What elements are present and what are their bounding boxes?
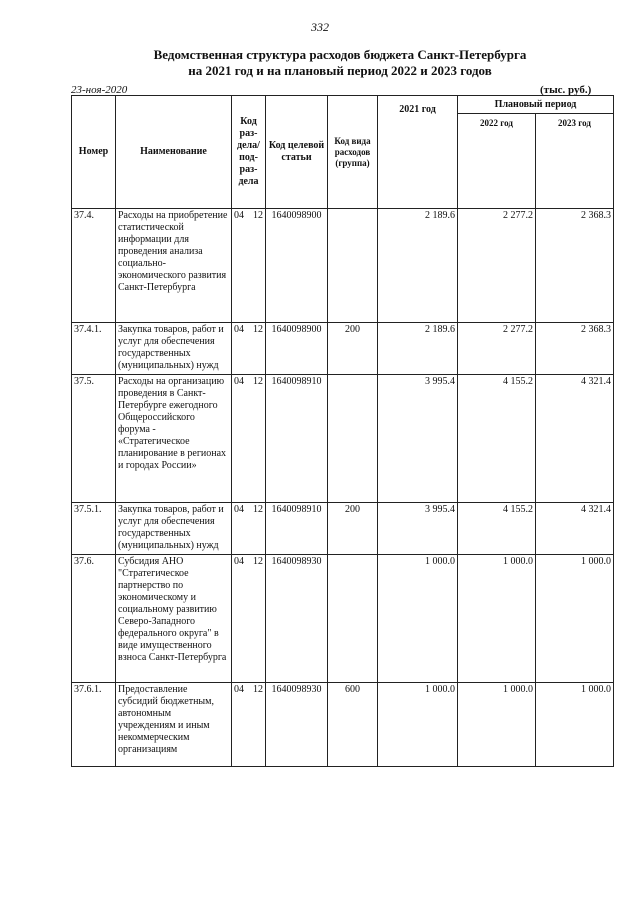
row-name: Расходы на приобретение статистической информации для проведения анализа социально-экономического развития Санкт-Петербурга bbox=[116, 209, 232, 323]
table-row bbox=[72, 503, 614, 555]
header-section: Код раз-дела/ под-раз-дела bbox=[232, 96, 266, 209]
row-value-2023: 4 321.4 bbox=[536, 375, 614, 503]
row-section bbox=[232, 555, 266, 683]
row-expense-type: 200 bbox=[328, 323, 378, 375]
row-name: Закупка товаров, работ и услуг для обеспечения государственных (муниципальных) нужд bbox=[116, 323, 232, 375]
header-2021: 2021 год bbox=[378, 96, 458, 209]
row-section bbox=[232, 683, 266, 767]
row-value-2022: 1 000.0 bbox=[458, 683, 536, 767]
row-value-2023: 4 321.4 bbox=[536, 503, 614, 555]
row-number: 37.4. bbox=[72, 209, 116, 323]
row-subsection-code: 12 bbox=[253, 504, 263, 515]
row-number: 37.5. bbox=[72, 375, 116, 503]
row-value-2022: 2 277.2 bbox=[458, 209, 536, 323]
row-subsection-code: 12 bbox=[253, 684, 263, 695]
table-row bbox=[72, 375, 614, 503]
document-title bbox=[60, 47, 620, 79]
row-target-code: 1640098900 bbox=[266, 323, 328, 375]
row-number: 37.6.1. bbox=[72, 683, 116, 767]
row-name: Закупка товаров, работ и услуг для обеспечения государственных (муниципальных) нужд bbox=[116, 503, 232, 555]
row-number: 37.5.1. bbox=[72, 503, 116, 555]
row-number: 37.6. bbox=[72, 555, 116, 683]
budget-table bbox=[71, 95, 614, 767]
row-subsection-code: 12 bbox=[253, 556, 263, 567]
table-row bbox=[72, 209, 614, 323]
header-name: Наименование bbox=[116, 96, 232, 209]
header-plan-period: Плановый период bbox=[458, 96, 614, 114]
row-subsection-code: 12 bbox=[253, 376, 263, 387]
row-target-code: 1640098910 bbox=[266, 375, 328, 503]
table-row bbox=[72, 555, 614, 683]
row-value-2023: 1 000.0 bbox=[536, 555, 614, 683]
page-number: 332 bbox=[311, 20, 329, 34]
row-value-2022: 1 000.0 bbox=[458, 555, 536, 683]
row-value-2023: 2 368.3 bbox=[536, 323, 614, 375]
table-row bbox=[72, 683, 614, 767]
row-value-2022: 4 155.2 bbox=[458, 375, 536, 503]
row-value-2023: 2 368.3 bbox=[536, 209, 614, 323]
row-value-2021: 3 995.4 bbox=[378, 375, 458, 503]
row-section bbox=[232, 503, 266, 555]
row-expense-type: 600 bbox=[328, 683, 378, 767]
row-expense-type: 200 bbox=[328, 503, 378, 555]
row-name: Субсидия АНО "Стратегическое партнерство по экономическому и социальному развитию Северо-Западного федерального округа" в виде имущественного взноса Санкт-Петербурга bbox=[116, 555, 232, 683]
row-target-code: 1640098900 bbox=[266, 209, 328, 323]
row-number: 37.4.1. bbox=[72, 323, 116, 375]
title-line-1: Ведомственная структура расходов бюджета Санкт-Петербурга bbox=[153, 47, 527, 62]
row-value-2021: 2 189.6 bbox=[378, 209, 458, 323]
row-expense-type bbox=[328, 555, 378, 683]
row-target-code: 1640098930 bbox=[266, 683, 328, 767]
row-target-code: 1640098930 bbox=[266, 555, 328, 683]
title-line-2: на 2021 год и на плановый период 2022 и 2023 годов bbox=[188, 63, 492, 78]
row-value-2022: 2 277.2 bbox=[458, 323, 536, 375]
row-name: Предоставление субсидий бюджетным, автономным учреждениям и иным некоммерческим организациям bbox=[116, 683, 232, 767]
header-target: Код целевой статьи bbox=[266, 96, 328, 209]
row-expense-type bbox=[328, 375, 378, 503]
row-section-code: 04 bbox=[234, 684, 244, 695]
header-2022: 2022 год bbox=[458, 114, 536, 209]
table-row bbox=[72, 323, 614, 375]
row-value-2021: 1 000.0 bbox=[378, 555, 458, 683]
units-label: (тыс. руб.) bbox=[540, 84, 592, 96]
row-value-2022: 4 155.2 bbox=[458, 503, 536, 555]
header-2023: 2023 год bbox=[536, 114, 614, 209]
row-section bbox=[232, 209, 266, 323]
row-subsection-code: 12 bbox=[253, 324, 263, 335]
row-section-code: 04 bbox=[234, 210, 244, 221]
row-section-code: 04 bbox=[234, 376, 244, 387]
row-section-code: 04 bbox=[234, 556, 244, 567]
table-header-row bbox=[72, 96, 614, 114]
row-value-2021: 1 000.0 bbox=[378, 683, 458, 767]
row-section-code: 04 bbox=[234, 324, 244, 335]
row-value-2021: 2 189.6 bbox=[378, 323, 458, 375]
row-section bbox=[232, 323, 266, 375]
header-expense-type: Код вида расходов (группа) bbox=[328, 96, 378, 209]
row-section-code: 04 bbox=[234, 504, 244, 515]
row-target-code: 1640098910 bbox=[266, 503, 328, 555]
row-value-2021: 3 995.4 bbox=[378, 503, 458, 555]
row-subsection-code: 12 bbox=[253, 210, 263, 221]
row-expense-type bbox=[328, 209, 378, 323]
row-section bbox=[232, 375, 266, 503]
row-name: Расходы на организацию проведения в Санкт-Петербурге ежегодного Общероссийского форума - «Стратегическое планирование в регионах и городах России» bbox=[116, 375, 232, 503]
document-date: 23-ноя-2020 bbox=[71, 84, 128, 96]
header-number: Номер bbox=[72, 96, 116, 209]
row-value-2023: 1 000.0 bbox=[536, 683, 614, 767]
